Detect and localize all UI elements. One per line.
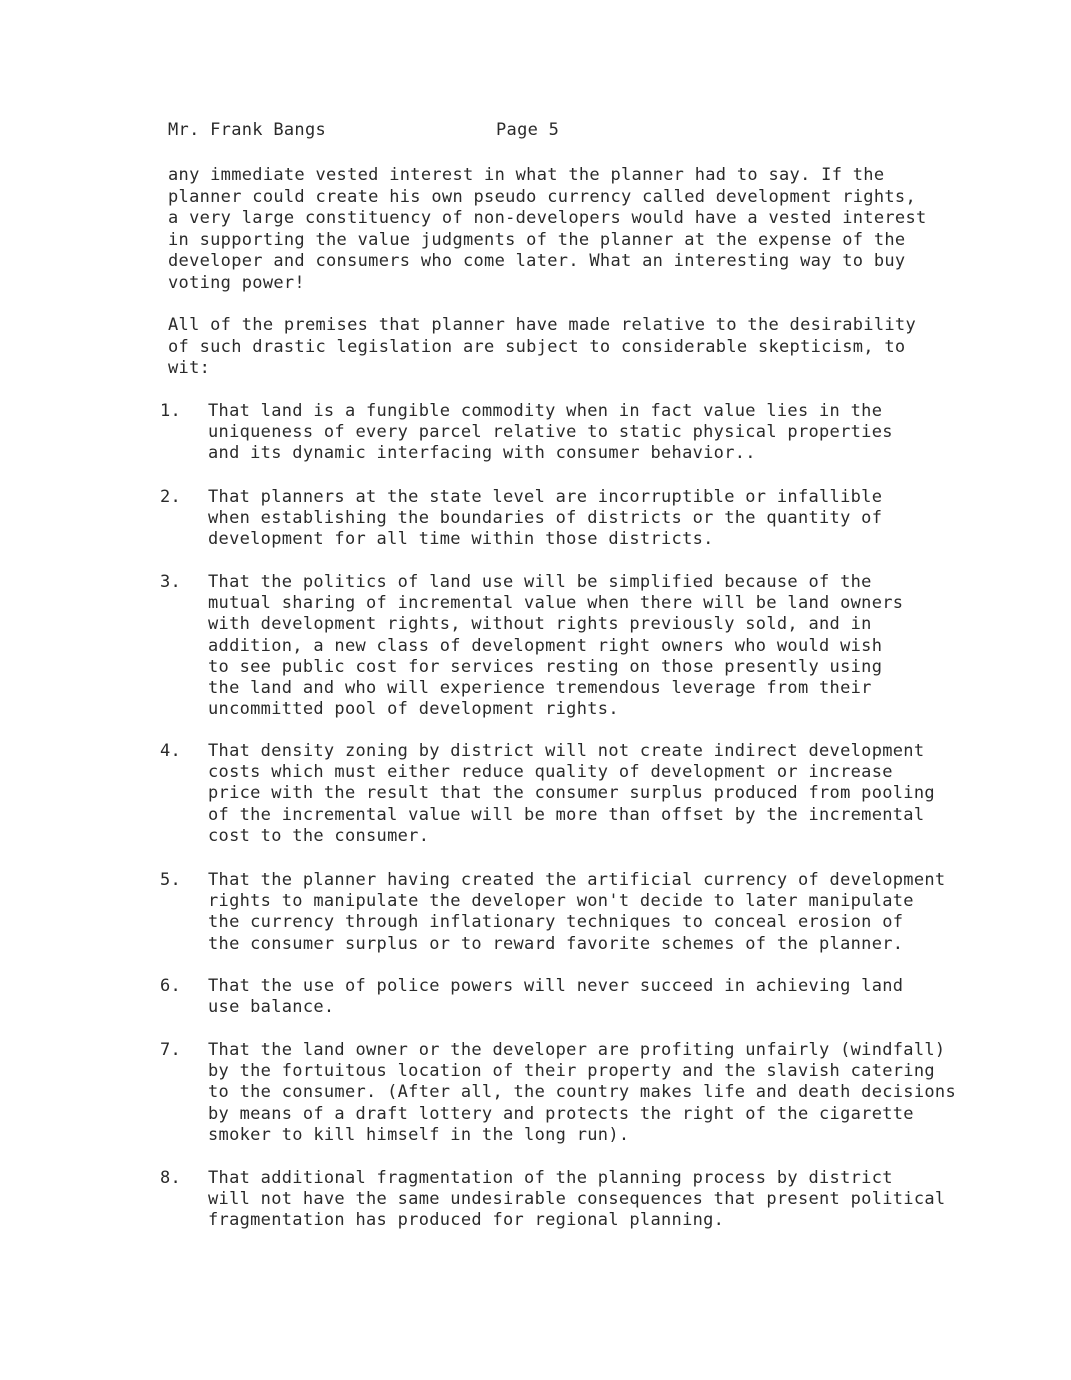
list-item-text: That the planner having created the artificial currency of development rights to manipulate the developer won't decide to later manipulate the currency through inflationary techniques to conceal erosion of the consumer surplus or to reward favorite schemes of the planner. [208,870,946,954]
list-item-number: 8. [160,1168,182,1188]
list-item-text: That the politics of land use will be simplified because of the mutual sharing of incremental value when there will be land owners with development rights, without rights previously sold, and in addition, a new class of development right owners who would wish to see public cost for services resting on those presently using the land and who will experience tremendous leverage from their uncommitted pool of development rights. [208,572,904,720]
list-item-number: 5. [160,870,182,890]
list-item-number: 2. [160,487,182,507]
letter-header [168,120,768,144]
list-item-number: 7. [160,1040,182,1060]
recipient-name: Mr. Frank Bangs [168,120,327,140]
list-item-number: 6. [160,976,182,996]
list-item-text: That land is a fungible commodity when in fact value lies in the uniqueness of every parcel relative to static physical properties and its dynamic interfacing with consumer behavior.. [208,401,893,464]
list-item-text: That the use of police powers will never succeed in achieving land use balance. [208,976,904,1018]
list-item-number: 4. [160,741,182,761]
list-item-text: That planners at the state level are incorruptible or infallible when establishing the boundaries of districts or the quantity of development for all time within those districts. [208,487,883,550]
list-item-number: 1. [160,401,182,421]
premises-paragraph: All of the premises that planner have made relative to the desirability of such drastic legislation are subject to considerable skepticism, to wit: [168,315,916,379]
list-item-text: That additional fragmentation of the planning process by district will not have the same undesirable consequences that present political fragmentation has produced for regional planning. [208,1168,946,1231]
list-item-text: That the land owner or the developer are profiting unfairly (windfall) by the fortuitous location of their property and the slavish catering to the consumer. (After all, the country makes life and death decisions by means of a draft lottery and protects the right of the cigarette smoker to kill himself in the long run). [208,1040,956,1145]
page-number: Page 5 [496,120,560,140]
intro-paragraph: any immediate vested interest in what the planner had to say. If the planner could create his own pseudo currency called development rights, a very large constituency of non-developers would have a vested interest in supporting the value judgments of the planner at the expense of the developer and consumers who come later. What an interesting way to buy voting power! [168,165,927,293]
list-item-text: That density zoning by district will not create indirect development costs which must either reduce quality of development or increase price with the result that the consumer surplus produced from pooling of the incremental value will be more than offset by the incremental cost to the consumer. [208,741,935,846]
list-item-number: 3. [160,572,182,592]
